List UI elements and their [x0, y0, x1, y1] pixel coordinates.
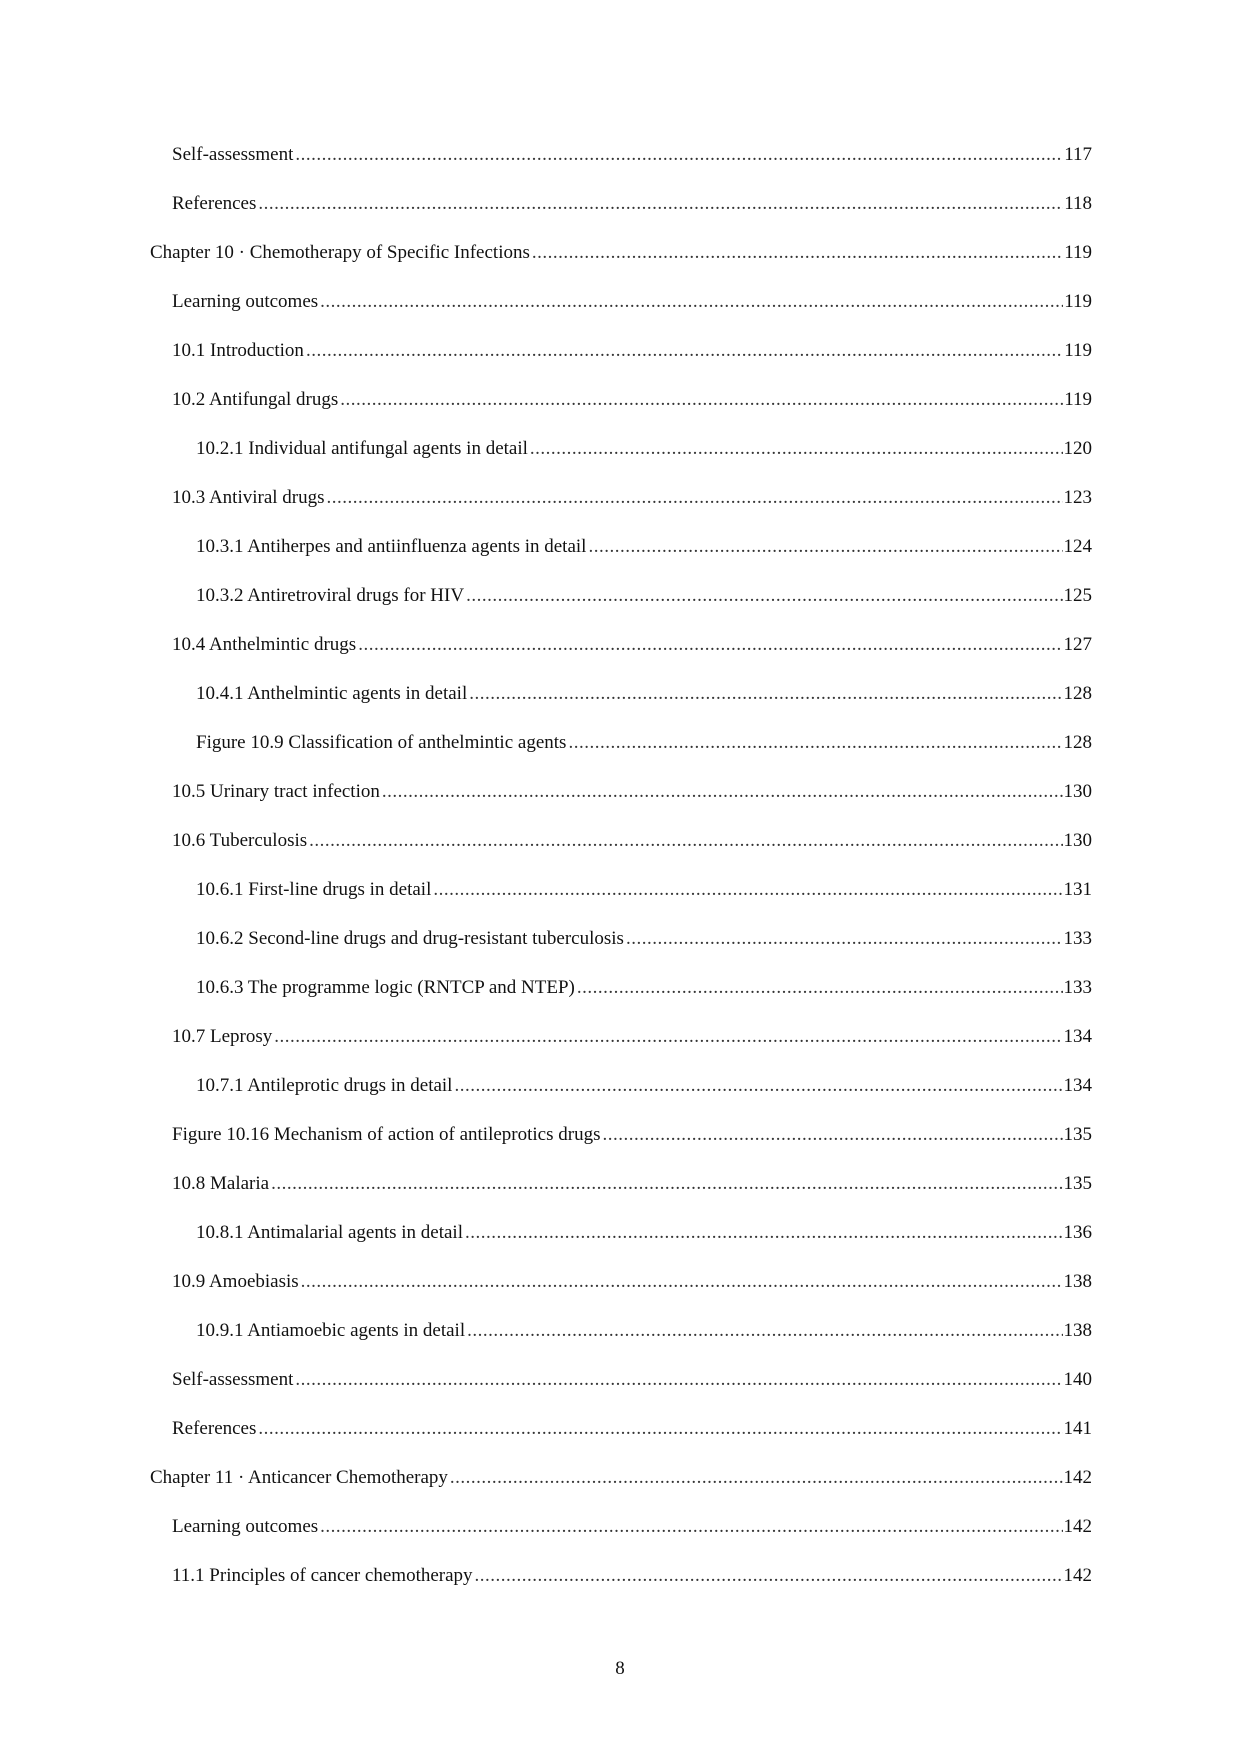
- toc-entry-title: Learning outcomes: [172, 1516, 319, 1537]
- toc-subentry[interactable]: [150, 878, 1092, 927]
- dot-leader: [320, 1515, 1062, 1539]
- toc-entry-title: Self-assessment: [172, 144, 294, 165]
- toc-entry-page: 138: [1063, 1271, 1092, 1292]
- dot-leader: [433, 878, 1062, 902]
- toc-entry-page: 119: [1064, 389, 1092, 410]
- dot-leader: [274, 1025, 1062, 1049]
- toc-entry-page: 130: [1063, 830, 1092, 851]
- toc-entry[interactable]: [150, 633, 1092, 682]
- toc-entry-page: 130: [1063, 781, 1092, 802]
- dot-leader: [340, 388, 1063, 412]
- dot-leader: [577, 976, 1063, 1000]
- toc-entry-title: 10.2 Antifungal drugs: [172, 389, 339, 410]
- toc-entry-page: 135: [1063, 1173, 1092, 1194]
- dot-leader: [271, 1172, 1062, 1196]
- toc-entry-title: 10.8 Malaria: [172, 1173, 270, 1194]
- dot-leader: [320, 290, 1063, 314]
- toc-entry-page: 128: [1063, 732, 1092, 753]
- toc-subentry[interactable]: [150, 535, 1092, 584]
- toc-entry-title: 10.1 Introduction: [172, 340, 304, 361]
- toc-entry[interactable]: [150, 192, 1092, 241]
- dot-leader: [450, 1466, 1063, 1490]
- toc-figure-entry[interactable]: [150, 731, 1092, 780]
- toc-entry-title: 10.9 Amoebiasis: [172, 1271, 299, 1292]
- toc-entry-title: 11.1 Principles of cancer chemotherapy: [172, 1565, 473, 1586]
- dot-leader: [327, 486, 1063, 510]
- toc-entry-page: 142: [1063, 1516, 1092, 1537]
- toc-chapter-entry[interactable]: [150, 241, 1092, 290]
- dot-leader: [466, 584, 1062, 608]
- toc-entry[interactable]: [150, 486, 1092, 535]
- dot-leader: [295, 143, 1063, 167]
- toc-entry-page: 134: [1063, 1026, 1092, 1047]
- dot-leader: [469, 682, 1062, 706]
- toc-entry-title: 10.6.1 First-line drugs in detail: [196, 879, 432, 900]
- toc-entry-page: 119: [1064, 242, 1092, 263]
- dot-leader: [306, 339, 1063, 363]
- toc-subentry[interactable]: [150, 927, 1092, 976]
- toc-entry-title: 10.2.1 Individual antifungal agents in detail: [196, 438, 528, 459]
- toc-subentry[interactable]: [150, 584, 1092, 633]
- dot-leader: [258, 1417, 1062, 1441]
- toc-entry-title: 10.4.1 Anthelmintic agents in detail: [196, 683, 468, 704]
- toc-entry[interactable]: [150, 1515, 1092, 1564]
- toc-entry-title: 10.6 Tuberculosis: [172, 830, 308, 851]
- toc-entry[interactable]: [150, 143, 1092, 192]
- toc-entry-page: 117: [1064, 144, 1092, 165]
- dot-leader: [454, 1074, 1062, 1098]
- dot-leader: [358, 633, 1062, 657]
- toc-entry-page: 124: [1063, 536, 1092, 557]
- toc-entry[interactable]: [150, 339, 1092, 388]
- dot-leader: [568, 731, 1062, 755]
- toc-entry-page: 142: [1063, 1467, 1092, 1488]
- dot-leader: [626, 927, 1063, 951]
- toc-subentry[interactable]: [150, 682, 1092, 731]
- toc-subentry[interactable]: [150, 1221, 1092, 1270]
- toc-entry-title: Learning outcomes: [172, 291, 319, 312]
- toc-entry-page: 138: [1063, 1320, 1092, 1341]
- toc-entry-page: 125: [1063, 585, 1092, 606]
- dot-leader: [588, 535, 1062, 559]
- toc-entry-page: 133: [1063, 928, 1092, 949]
- dot-leader: [258, 192, 1063, 216]
- toc-entry[interactable]: [150, 1564, 1092, 1613]
- toc-entry-title: References: [172, 1418, 257, 1439]
- toc-subentry[interactable]: [150, 1319, 1092, 1368]
- toc-subentry[interactable]: [150, 976, 1092, 1025]
- toc-entry-title: 10.8.1 Antimalarial agents in detail: [196, 1222, 463, 1243]
- table-of-contents: [150, 143, 1092, 1613]
- toc-entry-page: 133: [1063, 977, 1092, 998]
- dot-leader: [309, 829, 1062, 853]
- dot-leader: [602, 1123, 1062, 1147]
- toc-figure-entry[interactable]: [150, 1123, 1092, 1172]
- toc-entry-title: 10.3 Antiviral drugs: [172, 487, 325, 508]
- toc-entry-title: 10.9.1 Antiamoebic agents in detail: [196, 1320, 466, 1341]
- toc-entry-page: 118: [1064, 193, 1092, 214]
- toc-entry-title: 10.5 Urinary tract infection: [172, 781, 380, 802]
- toc-entry-page: 127: [1063, 634, 1092, 655]
- dot-leader: [530, 437, 1063, 461]
- toc-entry-page: 131: [1063, 879, 1092, 900]
- toc-entry[interactable]: [150, 829, 1092, 878]
- toc-entry[interactable]: [150, 290, 1092, 339]
- toc-entry[interactable]: [150, 1368, 1092, 1417]
- dot-leader: [301, 1270, 1063, 1294]
- toc-entry-title: Figure 10.9 Classification of anthelmintic agents: [196, 732, 567, 753]
- toc-entry-page: 136: [1063, 1222, 1092, 1243]
- toc-entry-title: Self-assessment: [172, 1369, 294, 1390]
- toc-entry-page: 140: [1063, 1369, 1092, 1390]
- dot-leader: [465, 1221, 1063, 1245]
- toc-entry-title: 10.4 Anthelmintic drugs: [172, 634, 357, 655]
- dot-leader: [467, 1319, 1062, 1343]
- toc-entry-title: 10.3.2 Antiretroviral drugs for HIV: [196, 585, 465, 606]
- toc-entry-title: 10.7 Leprosy: [172, 1026, 273, 1047]
- toc-entry[interactable]: [150, 1025, 1092, 1074]
- dot-leader: [295, 1368, 1062, 1392]
- dot-leader: [532, 241, 1063, 265]
- toc-subentry[interactable]: [150, 437, 1092, 486]
- toc-entry-page: 128: [1063, 683, 1092, 704]
- toc-entry-page: 141: [1063, 1418, 1092, 1439]
- dot-leader: [475, 1564, 1063, 1588]
- toc-entry-page: 119: [1064, 291, 1092, 312]
- toc-entry-title: 10.7.1 Antileprotic drugs in detail: [196, 1075, 453, 1096]
- toc-entry[interactable]: [150, 1270, 1092, 1319]
- toc-chapter-entry[interactable]: [150, 1466, 1092, 1515]
- toc-entry-page: 135: [1063, 1124, 1092, 1145]
- toc-subentry[interactable]: [150, 1074, 1092, 1123]
- toc-entry-title: Chapter 11 · Anticancer Chemotherapy: [150, 1467, 448, 1488]
- toc-entry-title: 10.6.2 Second-line drugs and drug-resistant tuberculosis: [196, 928, 624, 949]
- toc-entry-page: 119: [1064, 340, 1092, 361]
- toc-entry-title: Figure 10.16 Mechanism of action of antileprotics drugs: [172, 1124, 601, 1145]
- toc-entry-page: 120: [1063, 438, 1092, 459]
- toc-entry-title: References: [172, 193, 257, 214]
- toc-entry[interactable]: [150, 1172, 1092, 1221]
- toc-entry-page: 134: [1063, 1075, 1092, 1096]
- toc-entry-page: 142: [1063, 1565, 1092, 1586]
- toc-entry-title: 10.6.3 The programme logic (RNTCP and NTEP): [196, 977, 575, 998]
- dot-leader: [382, 780, 1063, 804]
- page-number: 8: [615, 1658, 625, 1679]
- toc-entry-title: Chapter 10 · Chemotherapy of Specific Infections: [150, 242, 530, 263]
- toc-entry[interactable]: [150, 780, 1092, 829]
- toc-entry[interactable]: [150, 388, 1092, 437]
- toc-entry[interactable]: [150, 1417, 1092, 1466]
- toc-entry-page: 123: [1063, 487, 1092, 508]
- toc-entry-title: 10.3.1 Antiherpes and antiinfluenza agents in detail: [196, 536, 587, 557]
